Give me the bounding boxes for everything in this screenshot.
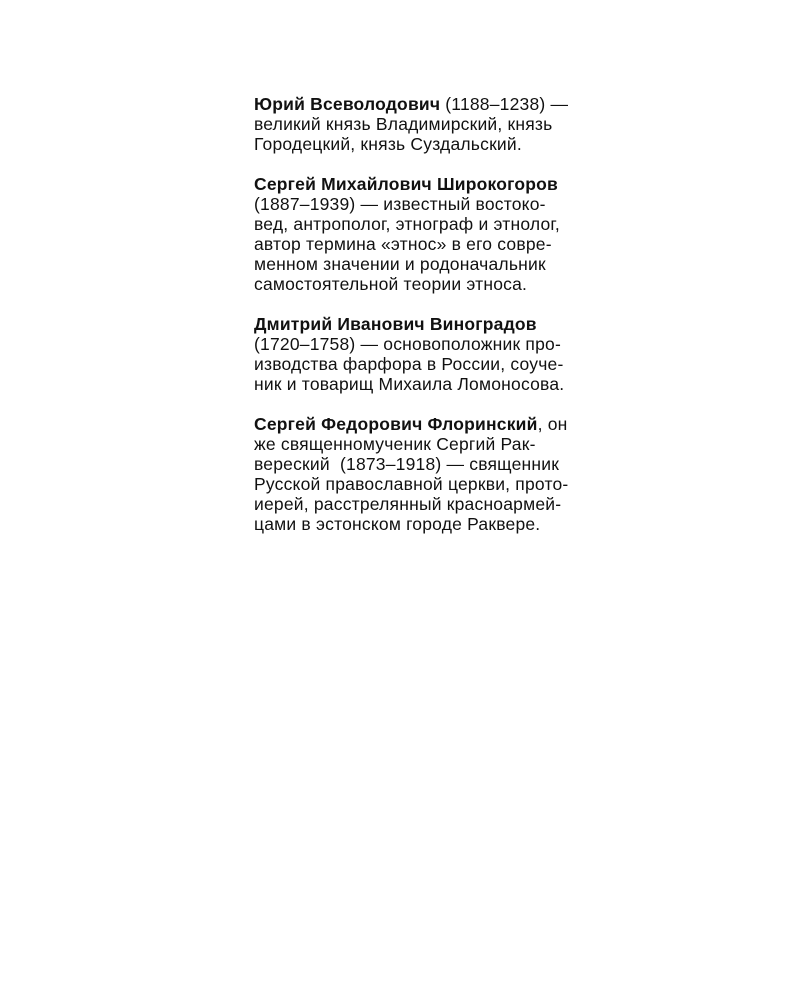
biography-entry-shirokogorov <box>254 174 674 294</box>
text-line: менном значении и родоначальник <box>254 254 546 274</box>
line-text: , он <box>537 414 568 434</box>
biography-entry-vinogradov <box>254 314 674 394</box>
text-line <box>254 94 674 114</box>
text-line: (1720–1758) — основоположник про- <box>254 334 561 354</box>
text-line <box>254 314 674 334</box>
person-name: Юрий Всеволодович <box>254 94 441 114</box>
biography-entry-yuri-vsevolodovich <box>254 94 674 154</box>
text-line: самостоятельной теории этноса. <box>254 274 528 294</box>
text-line: вереский (1873–1918) — священник <box>254 454 560 474</box>
text-line: изводства фарфора в России, соуче- <box>254 354 564 374</box>
text-line: цами в эстонском городе Раквере. <box>254 514 541 534</box>
text-line <box>254 174 674 194</box>
text-line: автор термина «этнос» в его совре- <box>254 234 552 254</box>
line-text: (1188–1238) — <box>440 94 569 114</box>
biography-entry-florinsky <box>254 414 674 534</box>
text-line: Городецкий, князь Суздальский. <box>254 134 522 154</box>
text-line: великий князь Владимирский, князь <box>254 114 553 134</box>
person-name: Дмитрий Иванович Виноградов <box>254 314 537 334</box>
text-line: иерей, расстрелянный красноармей- <box>254 494 562 514</box>
text-line: ник и товарищ Михаила Ломоносова. <box>254 374 565 394</box>
text-column <box>254 94 674 554</box>
text-line: же священномученик Сергий Рак- <box>254 434 536 454</box>
text-line: (1887–1939) — известный востоко- <box>254 194 546 214</box>
text-line: Русской православной церкви, прото- <box>254 474 569 494</box>
text-line: вед, антрополог, этнограф и этнолог, <box>254 214 560 234</box>
person-name: Сергей Федорович Флоринский <box>254 414 538 434</box>
text-line <box>254 414 674 434</box>
person-name: Сергей Михайлович Широкогоров <box>254 174 559 194</box>
